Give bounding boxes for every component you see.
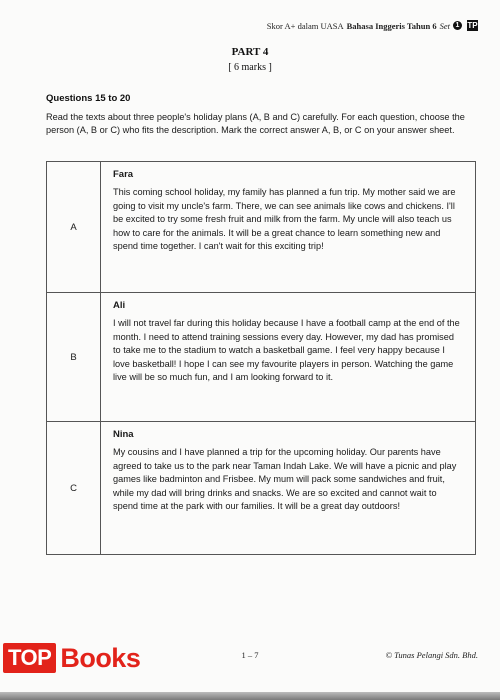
passage-text: My cousins and I have planned a trip for the upcoming holiday. Our parents have agreed to take us to the park near Taman Indah Lake. We will have a picnic and play games like badminton and Frisbee. My mum will pack some sandwiches and fruit, while my dad will bring drinks and snacks. We are so excited and cannot wait to spend time at the park with our families. It will be a great day outdoors! — [113, 447, 457, 512]
text-cell — [101, 293, 476, 422]
publisher-logo-icon: TP — [467, 21, 478, 30]
table-row — [47, 162, 476, 293]
option-letter: B — [47, 293, 101, 422]
person-name: Nina — [113, 429, 134, 440]
passage-text: I will not travel far during this holiday because I have a football camp at the end of the month. I need to attend training sessions every day. However, my dad has promised to take me to the stadium to watch a basketball game. I feel very happy because I love basketball! I hope I can see my favourite players in person. Watching the game live will be so much fun, and I am looking forward to it. — [113, 318, 460, 383]
page-bottom-edge — [0, 692, 500, 700]
page-number: 1 – 7 — [241, 650, 259, 660]
option-letter: C — [47, 422, 101, 555]
part-marks: [ 6 marks ] — [228, 62, 272, 73]
topbooks-watermark-logo — [3, 643, 140, 673]
holiday-plans-table — [46, 161, 476, 555]
watermark-books-text: Books — [60, 643, 141, 673]
passage-text: This coming school holiday, my family has planned a fun trip. My mother said we are going to visit my uncle's farm. There, we can see animals like cows and chickens. I'll be excited to try some fresh fruit and milk from the farm. My uncle will also teach us how to care for the animals. It will be a great chance to learn something new and spend time together. I can't wait for this exciting trip! — [113, 187, 456, 252]
set-number-badge: 1 — [453, 21, 462, 30]
text-cell — [101, 422, 476, 555]
instructions-text: Read the texts about three people's holiday plans (A, B and C) carefully. For each question, choose the person (A, B or C) who fits the description. Mark the correct answer A, B, or C on your answer sheet. — [46, 112, 465, 135]
header-set-label: Set — [439, 20, 450, 31]
watermark-top-text: TOP — [3, 643, 56, 673]
person-name: Fara — [113, 169, 134, 180]
questions-heading: Questions 15 to 20 — [46, 93, 131, 104]
person-name: Ali — [113, 300, 126, 311]
table-row — [47, 293, 476, 422]
header-prefix: Skor A+ dalam UASA — [266, 20, 344, 31]
table-row — [47, 422, 476, 555]
text-cell — [101, 162, 476, 293]
part-title: PART 4 — [231, 46, 269, 58]
running-header — [267, 20, 478, 31]
publisher-credit: © Tunas Pelangi Sdn. Bhd. — [385, 650, 478, 660]
header-subject: Bahasa Inggeris Tahun 6 — [346, 20, 437, 31]
option-letter: A — [47, 162, 101, 293]
